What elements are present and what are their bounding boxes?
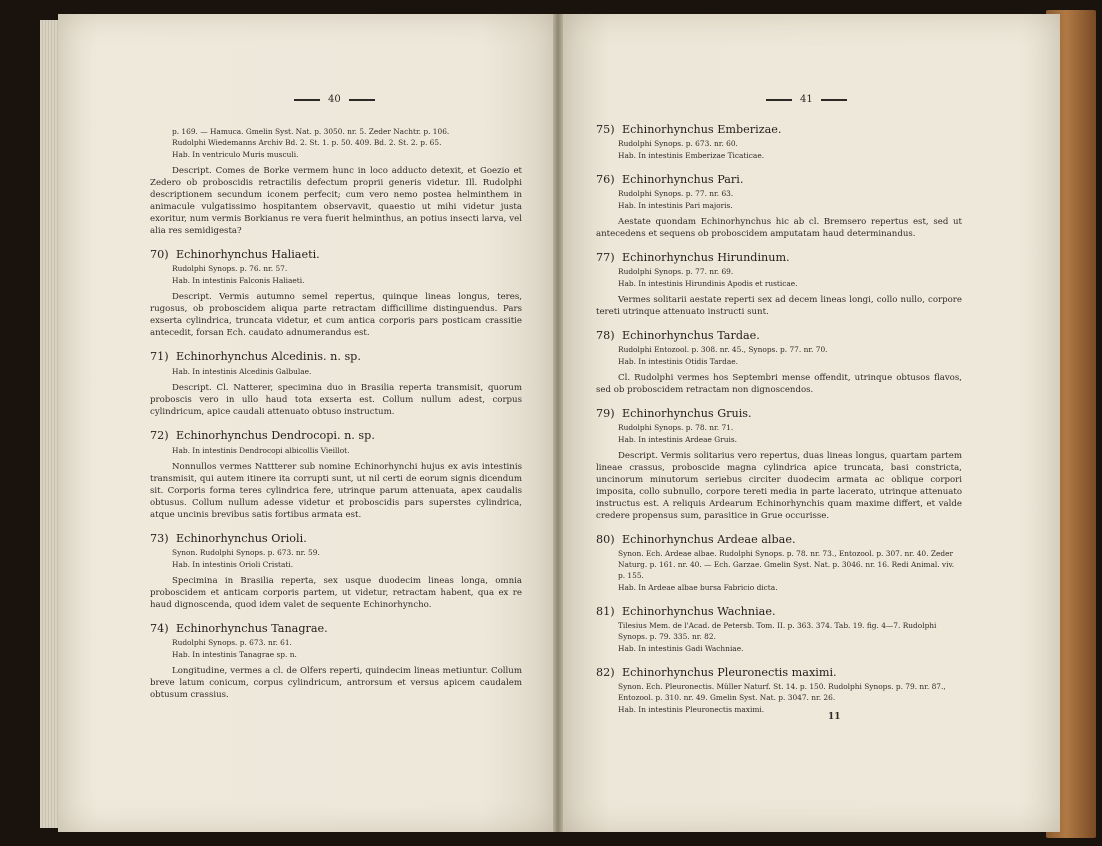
entry-reference: Rudolphi Synops. p. 673. nr. 60. bbox=[618, 139, 738, 148]
entry-reference: Rudolphi Synops. p. 673. nr. 61. bbox=[172, 638, 292, 647]
entry-reference: Rudolphi Synops. p. 78. nr. 71. bbox=[618, 423, 734, 432]
intro-habitat: Hab. In ventriculo Muris musculi. bbox=[172, 150, 299, 159]
entry-heading: 82) Echinorhynchus Pleuronectis maximi. bbox=[596, 666, 837, 679]
entry-heading: 75) Echinorhynchus Emberizae. bbox=[596, 123, 782, 136]
left-page-number: 40 bbox=[294, 94, 375, 105]
species-entry bbox=[150, 621, 522, 701]
entry-heading: 79) Echinorhynchus Gruis. bbox=[596, 407, 752, 420]
entry-heading: 74) Echinorhynchus Tanagrae. bbox=[150, 622, 328, 635]
entry-habitat: Hab. In intestinis Pleuronectis maximi. bbox=[618, 705, 765, 714]
entry-reference: Rudolphi Synops. p. 77. nr. 69. bbox=[618, 267, 734, 276]
entry-heading: 73) Echinorhynchus Orioli. bbox=[150, 532, 307, 545]
signature-mark: 11 bbox=[828, 712, 841, 722]
species-entry bbox=[150, 247, 522, 339]
entry-heading: 77) Echinorhynchus Hirundinum. bbox=[596, 251, 790, 264]
entry-habitat: Hab. In Ardeae albae bursa Fabricio dicta. bbox=[618, 583, 778, 592]
intro-reference: p. 169. — Hamuca. Gmelin Syst. Nat. p. 3050. nr. 5. Zeder Nachtr. p. 106. bbox=[172, 127, 450, 136]
entry-heading: 78) Echinorhynchus Tardae. bbox=[596, 329, 760, 342]
entry-habitat: Hab. In intestinis Pari majoris. bbox=[618, 201, 733, 210]
species-entry bbox=[596, 406, 962, 522]
species-entry bbox=[596, 665, 962, 716]
entry-heading: 81) Echinorhynchus Wachniae. bbox=[596, 605, 776, 618]
species-entry bbox=[596, 250, 962, 318]
intro-reference: Rudolphi Wiedemanns Archiv Bd. 2. St. 1. p. 50. 409. Bd. 2. St. 2. p. 65. bbox=[172, 138, 442, 147]
entry-description: Specimina in Brasilia reperta, sex usque duodecim lineas longa, omnia proboscidem et anticam corporis partem, ut videtur, retractam habent, qua ex re haud dignoscenda, quod idem valet de sequente Echinorhyncho. bbox=[150, 576, 522, 610]
entry-habitat: Hab. In intestinis Gadi Wachniae. bbox=[618, 644, 744, 653]
entry-reference: Tilesius Mem. de l'Acad. de Petersb. Tom. II. p. 363. 374. Tab. 19. fig. 4—7. Rudolphi Synops. p. 79. 335. nr. 82. bbox=[618, 621, 937, 641]
left-page-content bbox=[150, 126, 522, 703]
entry-reference: Synon. Ech. Ardeae albae. Rudolphi Synops. p. 78. nr. 73., Entozool. p. 307. nr. 40. Zeder Naturg. p. 161. nr. 40. — Ech. Garzae. Gmelin Syst. Nat. p. 3046. nr. 16. Redi Animal. viv. p. 155. bbox=[618, 549, 955, 580]
entry-description: Vermes solitarii aestate reperti sex ad decem lineas longi, collo nullo, corpore tereti utrinque attenuato instructi sunt. bbox=[596, 295, 962, 317]
species-entry bbox=[596, 172, 962, 240]
entry-description: Cl. Rudolphi vermes hos Septembri mense offendit, utrinque obtusos flavos, sed ob proboscidem retractam non dignoscendos. bbox=[596, 373, 962, 395]
entry-habitat: Hab. In intestinis Hirundinis Apodis et rusticae. bbox=[618, 279, 798, 288]
entry-heading: 70) Echinorhynchus Haliaeti. bbox=[150, 248, 320, 261]
entry-heading: 72) Echinorhynchus Dendrocopi. n. sp. bbox=[150, 429, 375, 442]
entry-description: Nonnullos vermes Nattterer sub nomine Echinorhynchi hujus ex avis intestinis transmisit, qui autem itinere ita corrupti sunt, ut nil certi de eorum signis dicendum sit. Corporis forma teres cylindrica fere, utrinque parum attenuata, apex caudalis obtusus. Collum nullum adesse videtur et proboscidis pars superstes cylindrica, atque uncinis brevibus satis fortibus armata est. bbox=[150, 462, 522, 520]
intro-description: Descript. Comes de Borke vermem hunc in loco adducto detexit, et Goezio et Zedero ob proboscidis retractilis defectum proprii generis videtur. Ill. Rudolphi descriptionem secundum iconem perfecit; cum vero nemo postea helminthem in animacule vulgatissimo hospitantem observavit, quaestio ut mihi videtur justa exoritur, num vermis Borkianus re vera fuerit helminthus, an potius insecti larva, vel alia res semidigesta? bbox=[150, 166, 522, 236]
species-entry bbox=[596, 532, 962, 594]
entry-habitat: Hab. In intestinis Tanagrae sp. n. bbox=[172, 650, 297, 659]
entry-reference: Synon. Ech. Pleuronectis. Müller Naturf. St. 14. p. 150. Rudolphi Synops. p. 79. nr. 87., Entozool. p. 310. nr. 49. Gmelin Syst. Nat. p. 3047. nr. 26. bbox=[618, 682, 946, 702]
right-page-number: 41 bbox=[766, 94, 847, 105]
species-entry bbox=[150, 428, 522, 521]
entry-heading: 71) Echinorhynchus Alcedinis. n. sp. bbox=[150, 350, 361, 363]
entry-description: Descript. Cl. Natterer, specimina duo in Brasilia reperta transmisit, quorum proboscis vero in ullo haud tota exserta est. Collum nullum adest, corpus cylindricum, apice caudali attenuato obtuso instructum. bbox=[150, 383, 522, 417]
entry-reference: Rudolphi Synops. p. 77. nr. 63. bbox=[618, 189, 734, 198]
entry-habitat: Hab. In intestinis Falconis Haliaeti. bbox=[172, 276, 305, 285]
entry-description: Longitudine, vermes a cl. de Olfers reperti, quindecim lineas metiuntur. Collum breve latum conicum, corpus cylindricum, antrorsum et versus apicem caudalem obtusum crassius. bbox=[150, 666, 522, 700]
species-entry bbox=[596, 122, 962, 162]
entry-heading: 76) Echinorhynchus Pari. bbox=[596, 173, 744, 186]
right-page-content bbox=[596, 118, 962, 720]
entry-description: Descript. Vermis autumno semel repertus, quinque lineas longus, teres, rugosus, ob proboscidem aliqua parte retractam difficillime distinguendus. Pars exserta cylindrica, truncata videtur, et cum antica corporis pars posticam crassitie antecedit, forsan Ech. caudato adnumerandus est. bbox=[150, 292, 522, 338]
entry-description: Aestate quondam Echinorhynchus hic ab cl. Bremsero repertus est, sed ut antecedens et sequens ob proboscidem amputatam haud determinandus. bbox=[596, 217, 962, 239]
species-entry bbox=[596, 328, 962, 396]
species-entry bbox=[596, 604, 962, 655]
entry-habitat: Hab. In intestinis Emberizae Ticaticae. bbox=[618, 151, 765, 160]
entry-habitat: Hab. In intestinis Dendrocopi albicollis Vieillot. bbox=[172, 446, 350, 455]
entry-habitat: Hab. In intestinis Otidis Tardae. bbox=[618, 357, 738, 366]
book-gutter bbox=[553, 14, 563, 832]
entry-habitat: Hab. In intestinis Alcedinis Galbulae. bbox=[172, 367, 312, 376]
species-entry bbox=[150, 531, 522, 611]
entry-reference: Rudolphi Synops. p. 76. nr. 57. bbox=[172, 264, 288, 273]
entry-description: Descript. Vermis solitarius vero repertus, duas lineas longus, quartam partem lineae crassus, proboscide magna cylindrica apice truncata, basi constricta, uncinorum minutorum seriebus circiter duodecim armata ac oblique corpori imposita, collo subnullo, corpore tereti media in parte lacerato, utrinque attenuato instructus est. A reliquis Ardearum Echinorhynchis quam maxime differt, et valde credere propensus sum, parasitice in Grue occurisse. bbox=[596, 451, 962, 521]
entry-reference: Synon. Rudolphi Synops. p. 673. nr. 59. bbox=[172, 548, 320, 557]
entry-habitat: Hab. In intestinis Orioli Cristati. bbox=[172, 560, 294, 569]
entry-habitat: Hab. In intestinis Ardeae Gruis. bbox=[618, 435, 737, 444]
species-entry bbox=[150, 349, 522, 418]
entry-heading: 80) Echinorhynchus Ardeae albae. bbox=[596, 533, 796, 546]
entry-reference: Rudolphi Entozool. p. 308. nr. 45., Synops. p. 77. nr. 70. bbox=[618, 345, 828, 354]
